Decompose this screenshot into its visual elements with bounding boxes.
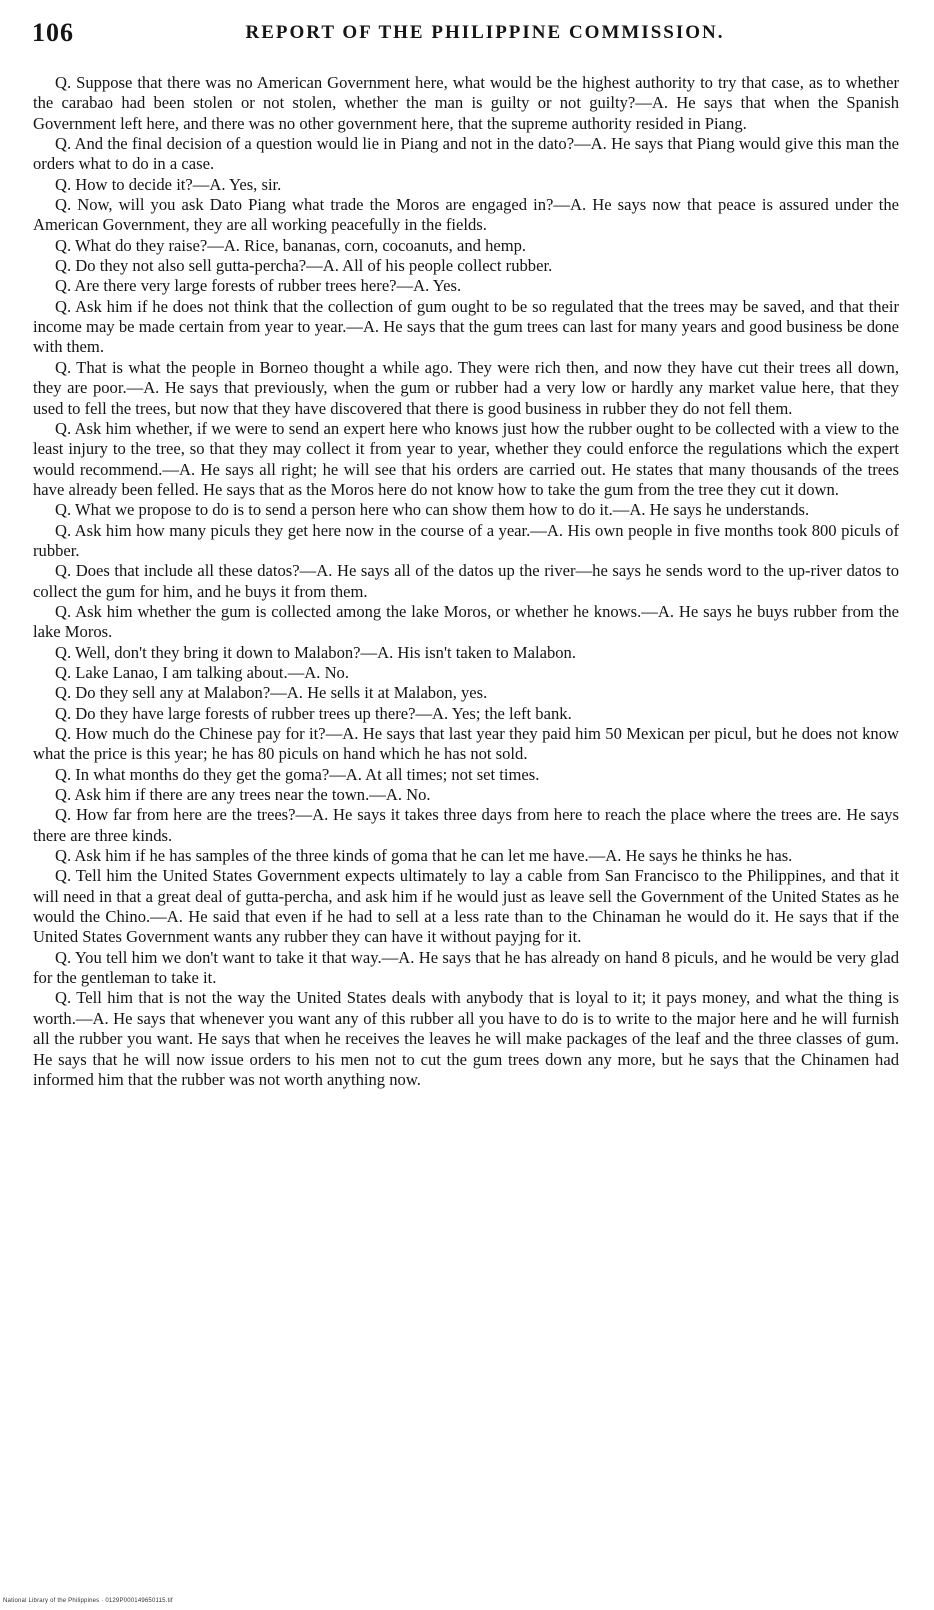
paragraph: Q. How much do the Chinese pay for it?—A. He says that last year they paid him 50 Mexican per picul, but he does not know what the price is this year; he has 80 piculs on hand which he has not sold.	[33, 724, 899, 764]
paragraph: Q. Ask him if there are any trees near the town.—A. No.	[55, 785, 431, 805]
paragraph: Q. How far from here are the trees?—A. He says it takes three days from here to reach the place where the trees are. He says there are three kinds.	[33, 805, 899, 845]
paragraph: Q. Do they have large forests of rubber trees up there?—A. Yes; the left bank.	[55, 703, 572, 723]
paragraph: Q. Do they sell any at Malabon?—A. He sells it at Malabon, yes.	[55, 683, 488, 703]
paragraph: Q. You tell him we don't want to take it that way.—A. He says that he has already on hand 8 piculs, and he would be very glad for the gentleman to take it.	[33, 947, 899, 988]
paragraph: Q. What do they raise?—A. Rice, bananas, corn, cocoanuts, and hemp.	[55, 235, 527, 255]
paragraph: Q. Ask him if he does not think that the collection of gum ought to be so regulated that the trees may be saved, and that their income may be made certain from year to year.—A. He says that the gum trees can last for many years and good business be done with them.	[33, 296, 899, 357]
paragraph: Q. Tell him that is not the way the United States deals with anybody that is loyal to it; it pays money, and what the thing is worth.—A. He says that whenever you want any of this rubber all you have to do is to write to the major here and he will furnish all the rubber you want. He says that when he receives the leaves he will make packages of the leaf and the three classes of gum. He says that he will now issue orders to his men not to cut the gum trees down any more, but he says that the Chinamen had informed him that the rubber was not worth anything now.	[33, 988, 899, 1089]
scan-credit: National Library of the Philippines · 0129P000149650115.tif	[3, 1598, 173, 1604]
paragraph: Q. Are there very large forests of rubber trees here?—A. Yes.	[55, 276, 462, 296]
running-title: REPORT OF THE PHILIPPINE COMMISSION.	[245, 22, 725, 43]
paragraph: Q. Ask him whether the gum is collected among the lake Moros, or whether he knows.—A. He says he buys rubber from the lake Moros.	[33, 601, 899, 642]
paragraph: Q. Does that include all these datos?—A. He says all of the datos up the river—he says he sends word to the up-river datos to collect the gum for him, and he buys it from them.	[33, 561, 899, 601]
paragraph: Q. That is what the people in Borneo thought a while ago. They were rich then, and now they have cut their trees all down, they are poor.—A. He says that previously, when the gum or rubber had a very low or hardly any market value here, that they used to fell the trees, but now that they have discovered that there is good business in rubber they do not fell them.	[33, 357, 899, 418]
paragraph: Q. Ask him whether, if we were to send an expert here who knows just how the rubber ought to be collected with a view to the least injury to the tree, so that they may collect it from year to year, whether they could enforce the regulations which the expert would recommend.—A. He says all right; he will see that his orders are carried out. He states that many thousands of the trees have already been felled. He says that as the Moros here do not know how to take the gum from the tree they cut it down.	[33, 418, 899, 499]
paragraph: Q. Lake Lanao, I am talking about.—A. No.	[55, 662, 349, 682]
paragraph: Q. Ask him if he has samples of the three kinds of goma that he can let me have.—A. He says he thinks he has.	[55, 846, 793, 866]
paragraph: Q. Tell him the United States Government expects ultimately to lay a cable from San Francisco to the Philippines, and that it will need in that a great deal of gutta-percha, and ask him if he would just as leave sell the Government of the United States as he would the Chino.—A. He said that even if he had to sell at a less rate than to the Chinaman he would do it. He says that if the United States Government wants any rubber they can have it without payjng for it.	[33, 866, 899, 947]
paragraph: Q. Suppose that there was no American Government here, what would be the highest authority to try that case, as to whether the carabao had been stolen or not stolen, whether the man is guilty or not guilty?—A. He says that when the Spanish Government left here, and there was no other government here, that the supreme authority resided in Piang.	[33, 73, 899, 133]
paragraph: Q. Do they not also sell gutta-percha?—A. All of his people collect rubber.	[55, 256, 553, 276]
paragraph: Q. Ask him how many piculs they get here now in the course of a year.—A. His own people in five months took 800 piculs of rubber.	[33, 520, 899, 560]
paragraph: Q. In what months do they get the goma?—A. At all times; not set times.	[55, 764, 540, 784]
page-number: 106	[32, 18, 74, 47]
paragraph: Q. Well, don't they bring it down to Malabon?—A. His isn't taken to Malabon.	[55, 642, 576, 662]
body-text	[33, 73, 899, 1090]
paragraph: Q. What we propose to do is to send a person here who can show them how to do it.—A. He says he understands.	[55, 500, 810, 520]
paragraph: Q. How to decide it?—A. Yes, sir.	[55, 174, 282, 194]
paragraph: Q. And the final decision of a question would lie in Piang and not in the dato?—A. He says that Piang would give this man the orders what to do in a case.	[33, 134, 899, 174]
paragraph: Q. Now, will you ask Dato Piang what trade the Moros are engaged in?—A. He says now that peace is assured under the American Government, they are all working peacefully in the fields.	[33, 195, 899, 235]
page-header	[32, 18, 898, 58]
